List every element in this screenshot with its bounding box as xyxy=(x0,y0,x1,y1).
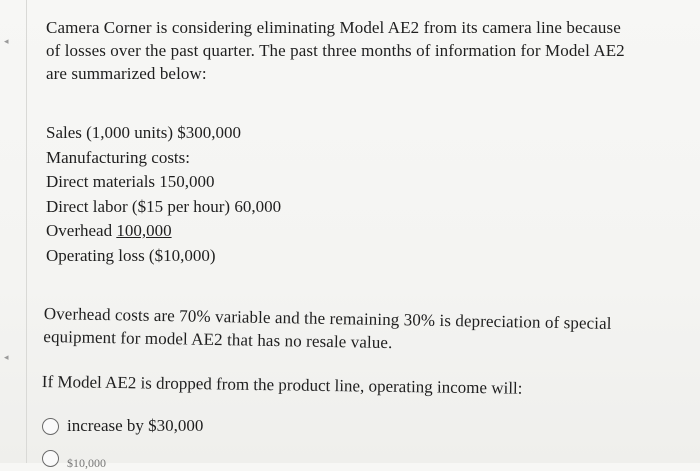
overhead-note-line-2: equipment for model AE2 that has no resale value. xyxy=(43,326,393,353)
answer-option-2[interactable] xyxy=(42,446,106,471)
left-margin-rule xyxy=(26,0,27,463)
question-prompt: If Model AE2 is dropped from the product line, operating income will: xyxy=(41,372,523,398)
margin-marker-top: ◂ xyxy=(4,36,9,46)
answer-option-label: $10,000 xyxy=(67,456,106,470)
radio-button[interactable] xyxy=(42,450,59,467)
answer-option-1[interactable] xyxy=(42,416,203,436)
overhead-line xyxy=(46,219,281,244)
radio-button[interactable] xyxy=(42,418,59,435)
financial-summary xyxy=(46,121,281,268)
intro-line-1: Camera Corner is considering eliminating Model AE2 from its camera line because xyxy=(46,18,621,37)
sales-line: Sales (1,000 units) $300,000 xyxy=(46,123,242,142)
overhead-label: Overhead xyxy=(46,221,117,240)
margin-marker-bottom: ◂ xyxy=(4,352,9,362)
overhead-note xyxy=(43,302,692,359)
problem-intro xyxy=(46,16,694,85)
answer-option-label: increase by $30,000 xyxy=(67,416,204,435)
overhead-note-line-1: Overhead costs are 70% variable and the remaining 30% is depreciation of special xyxy=(43,303,612,333)
operating-loss-line: Operating loss ($10,000) xyxy=(46,245,216,265)
intro-line-3: are summarized below: xyxy=(46,64,207,83)
manufacturing-heading: Manufacturing costs: xyxy=(46,147,190,167)
direct-materials-line: Direct materials 150,000 xyxy=(46,172,215,191)
overhead-value: 100,000 xyxy=(116,221,172,240)
direct-labor-line: Direct labor ($15 per hour) 60,000 xyxy=(46,196,282,216)
intro-line-2: of losses over the past quarter. The past three months of information for Model AE2 xyxy=(46,41,625,60)
